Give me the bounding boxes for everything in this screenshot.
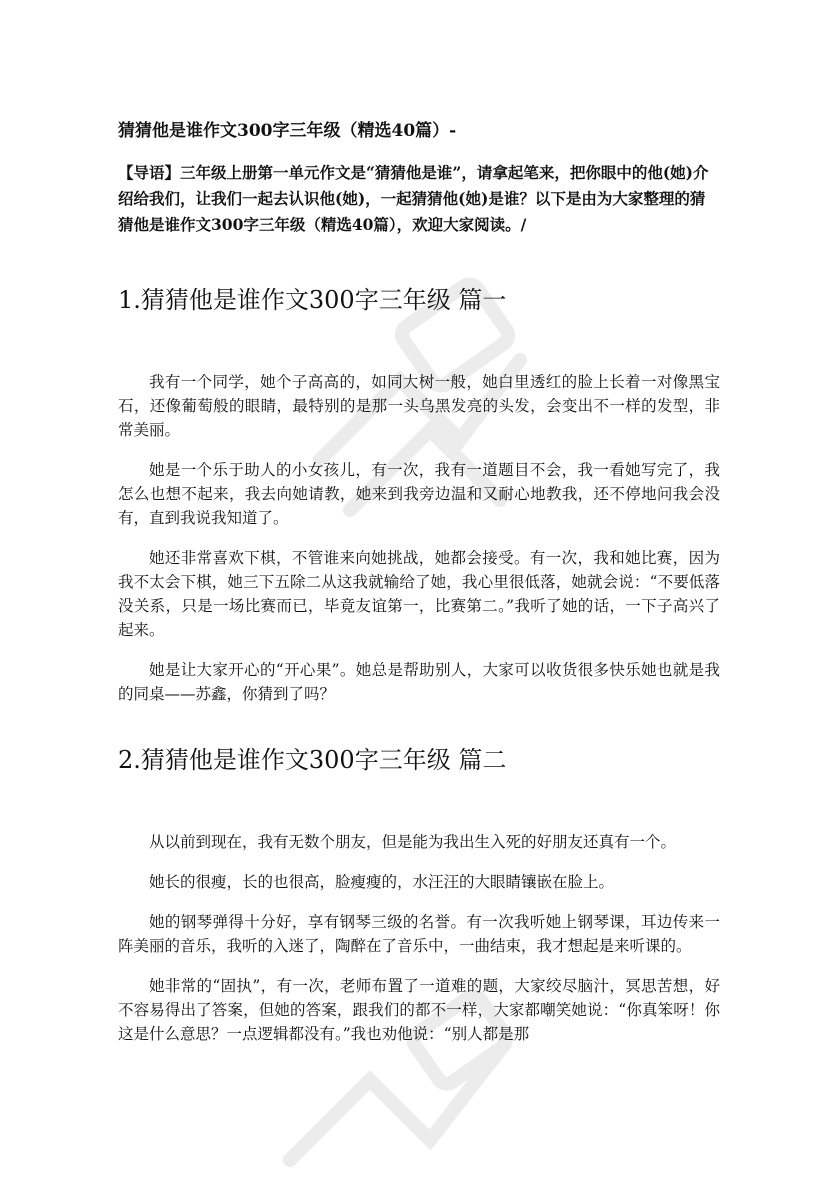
paragraph: 她是一个乐于助人的小女孩儿，有一次，我有一道题目不会，我一看她写完了，我怎么也想不起来，我去向她请教，她来到我旁边温和又耐心地教我，还不停地问我会没有，直到我说我知道了。 — [118, 461, 720, 527]
section-body — [118, 370, 720, 722]
paragraph: 从以前到现在，我有无数个朋友，但是能为我出生入死的好朋友还真有一个。 — [149, 833, 677, 851]
section-heading: 1.猜猜他是谁作文300字三年级 篇一 — [118, 286, 507, 314]
document-title: 猜猜他是谁作文300字三年级（精选40篇）- — [118, 121, 457, 141]
paragraph: 她还非常喜欢下棋，不管谁来向她挑战，她都会接受。有一次，我和她比赛，因为我不太会下棋，她三下五除二从这我就输给了她，我心里很低落，她就会说：“不要低落没关系，只是一场比赛而已，毕竟友谊第一，比赛第二。”我听了她的话，一下子高兴了起来。 — [118, 549, 720, 639]
paragraph: 她非常的“固执”，有一次，老师布置了一道难的题，大家绞尽脑汁，冥思苦想，好不容易得出了答案，但她的答案，跟我们的都不一样，大家都嘲笑她说：“你真笨呀！你这是什么意思？一点逻辑都没有。”我也劝他说：“别人都是那 — [118, 977, 720, 1043]
paragraph: 我有一个同学，她个子高高的，如同大树一般，她白里透红的脸上长着一对像黑宝石，还像葡萄般的眼睛，最特别的是那一头乌黑发亮的头发，会变出不一样的发型，非常美丽。 — [118, 373, 720, 439]
paragraph: 她是让大家开心的“开心果”。她总是帮助别人，大家可以收货很多快乐她也就是我的同桌——苏鑫，你猜到了吗？ — [118, 661, 720, 703]
paragraph: 她长的很瘦，长的也很高，脸瘦瘦的，水汪汪的大眼睛镶嵌在脸上。 — [149, 873, 615, 891]
intro-paragraph: 【导语】三年级上册第一单元作文是“猜猜他是谁”，请拿起笔来，把你眼中的他(她)介绍给我们，让我们一起去认识他(她)，一起猜猜他(她)是谁？以下是由为大家整理的猜猜他是谁作文300字三年级（精选40篇），欢迎大家阅读。/ — [118, 163, 709, 234]
section-body — [118, 830, 720, 1062]
paragraph: 她的钢琴弹得十分好，享有钢琴三级的名誉。有一次我听她上钢琴课，耳边传来一阵美丽的音乐，我听的入迷了，陶醉在了音乐中，一曲结束，我才想起是来听课的。 — [118, 913, 720, 955]
section-heading: 2.猜猜他是谁作文300字三年级 篇二 — [118, 746, 507, 774]
